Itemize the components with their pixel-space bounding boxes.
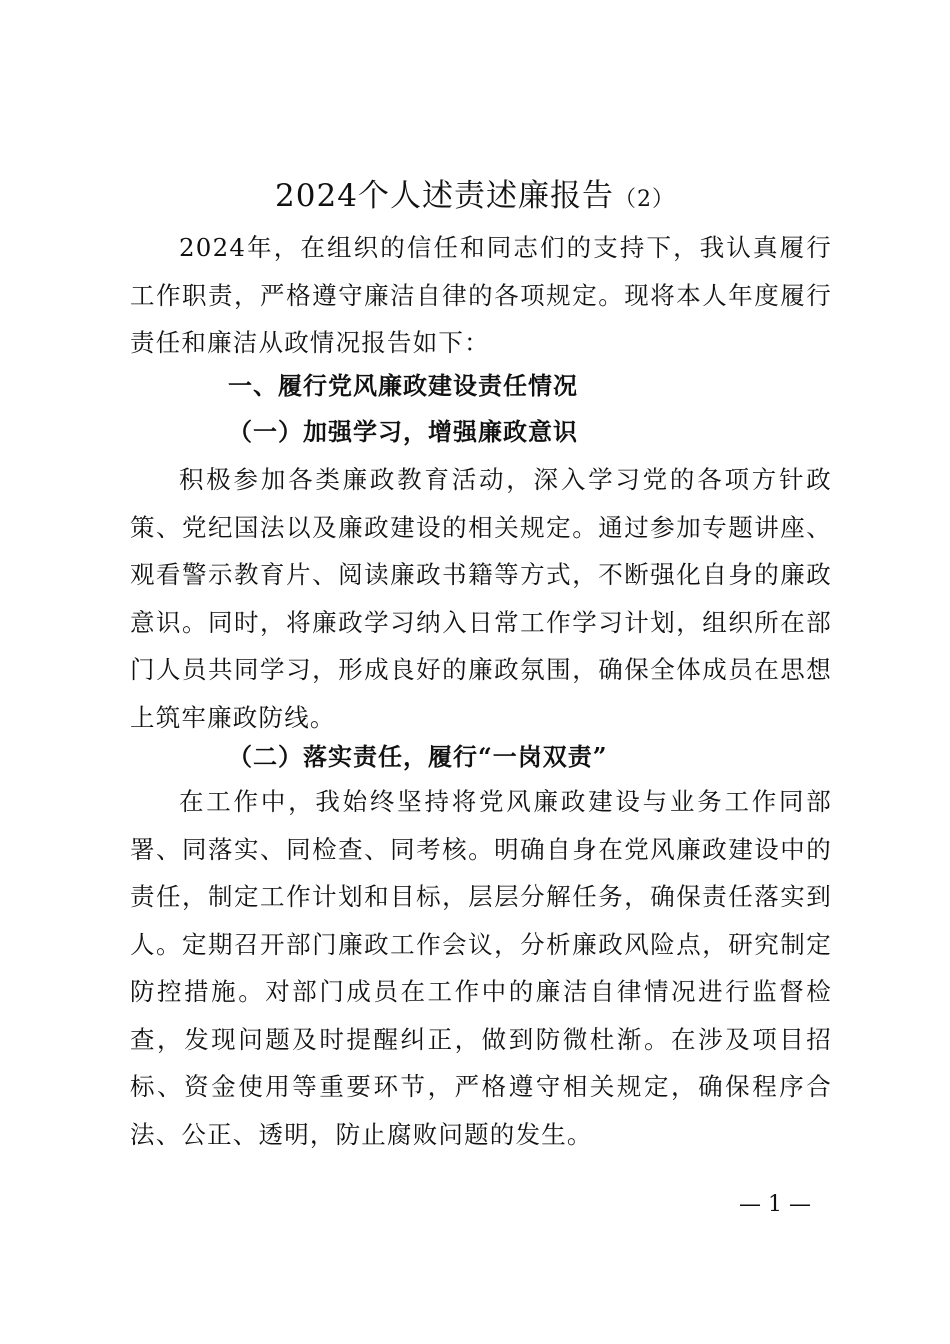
subsection2-body: 在工作中，我始终坚持将党风廉政建设与业务工作同部署、同落实、同检查、同考核。明确自身在党风廉政建设中的责任，制定工作计划和目标，层层分解任务，确保责任落实到人。定期召开部门廉政工作会议，分析廉政风险点，研究制定防控措施。对部门成员在工作中的廉洁自律情况进行监督检查，发现问题及时提醒纠正，做到防微杜渐。在涉及项目招标、资金使用等重要环节，严格遵守相关规定，确保程序合法、公正、透明，防止腐败问题的发生。 (130, 787, 832, 1149)
section1-heading: 一、履行党风廉政建设责任情况 (228, 372, 578, 400)
page-number: — 1 — (739, 1192, 811, 1217)
document-title (0, 176, 950, 220)
title-suffix: （2） (613, 187, 675, 212)
subsection2-heading: （二）落实责任，履行“一岗双责” (228, 742, 608, 771)
title-main: 2024个人述责述廉报告 (275, 178, 614, 214)
subsection1-heading: （一）加强学习，增强廉政意识 (228, 417, 578, 446)
subsection1-body: 积极参加各类廉政教育活动，深入学习党的各项方针政策、党纪国法以及廉政建设的相关规定。通过参加专题讲座、观看警示教育片、阅读廉政书籍等方式，不断强化自身的廉政意识。同时，将廉政学习纳入日常工作学习计划，组织所在部门人员共同学习，形成良好的廉政氛围，确保全体成员在思想上筑牢廉政防线。 (130, 465, 832, 732)
intro-paragraph: 2024年，在组织的信任和同志们的支持下，我认真履行工作职责，严格遵守廉洁自律的各项规定。现将本人年度履行责任和廉洁从政情况报告如下： (130, 233, 832, 357)
